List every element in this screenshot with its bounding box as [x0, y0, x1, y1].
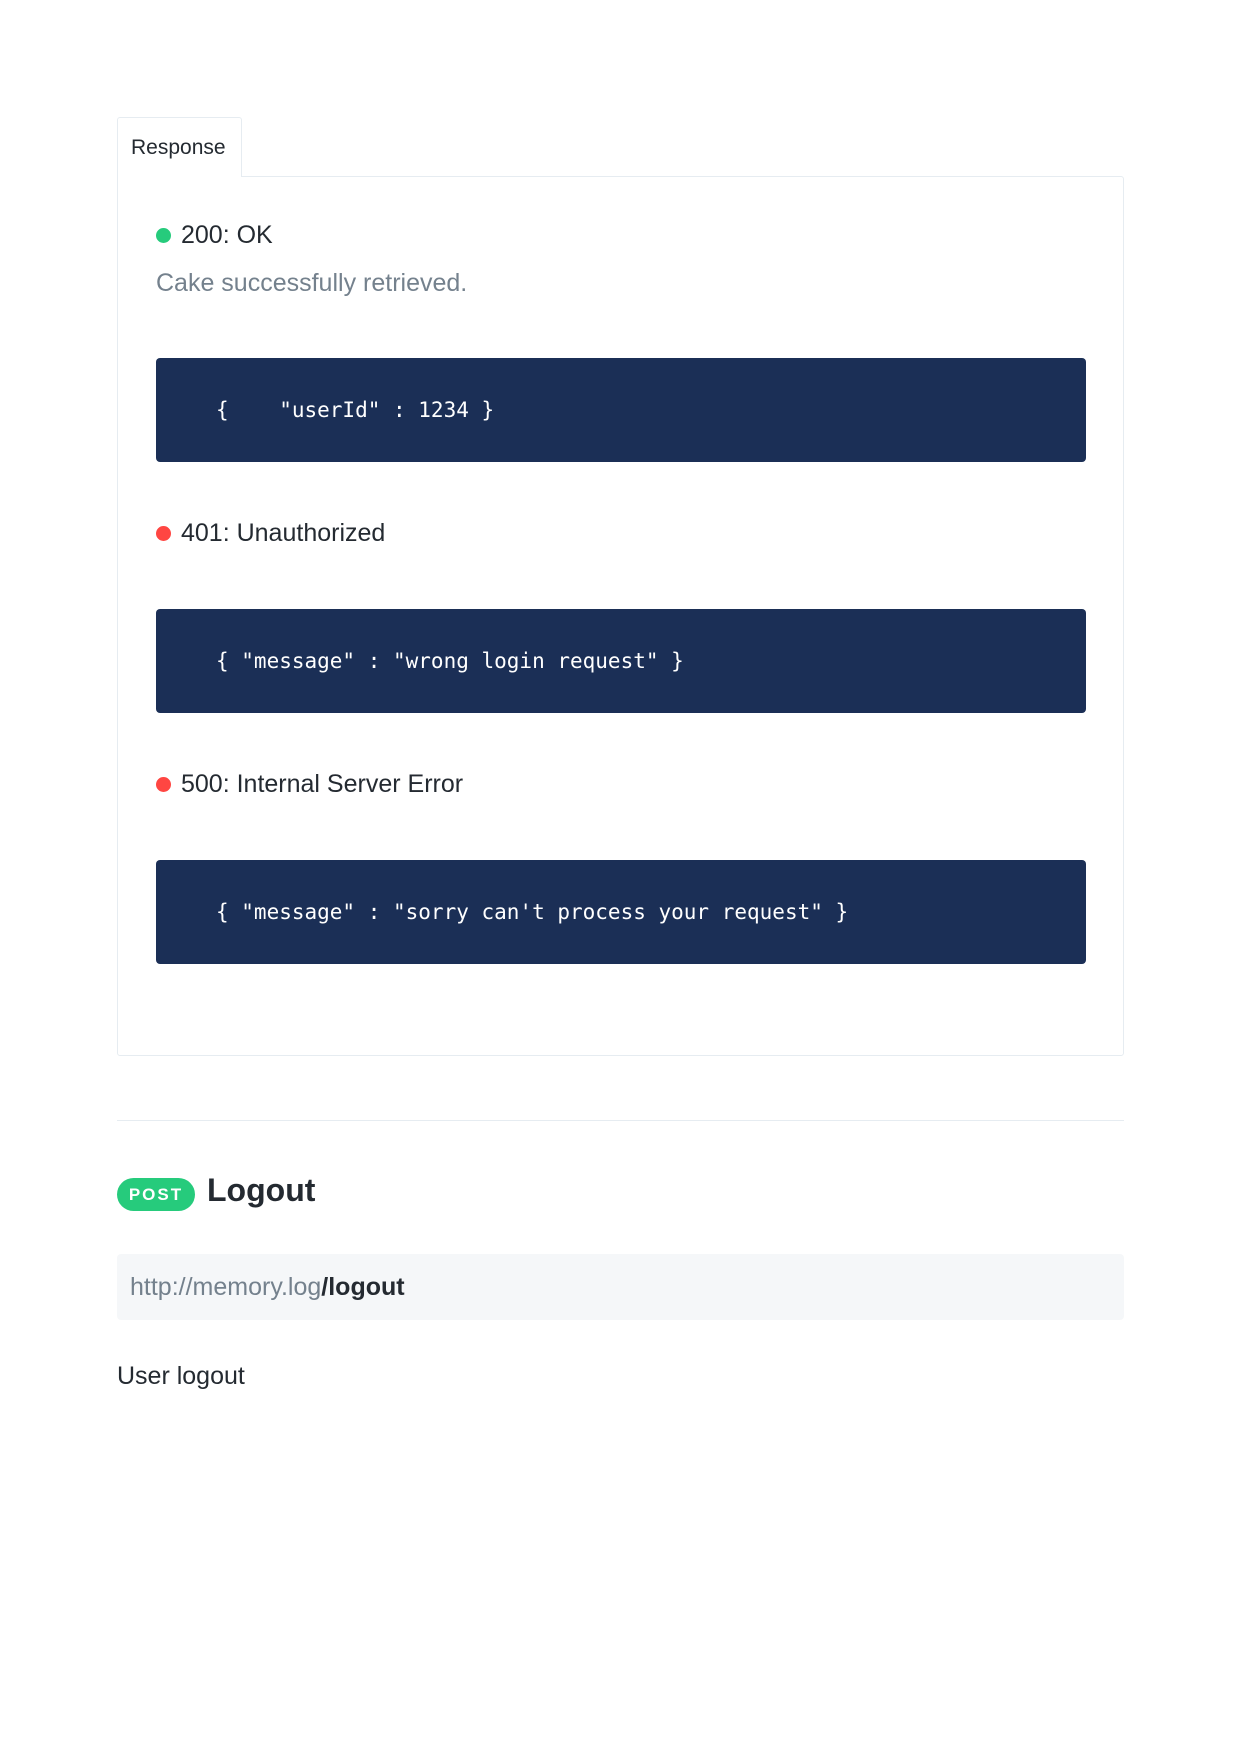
status-label: 401: Unauthorized	[181, 518, 386, 547]
status-label: 500: Internal Server Error	[181, 769, 464, 798]
status-dot-icon	[156, 228, 171, 243]
status-500	[156, 768, 463, 800]
tab-response[interactable]: Response	[117, 117, 242, 177]
code-block: { "message" : "sorry can't process your request" }	[156, 860, 1086, 964]
status-401	[156, 517, 385, 549]
status-label: 200: OK	[181, 220, 273, 249]
endpoint-description: User logout	[117, 1362, 245, 1390]
method-badge: POST	[117, 1178, 195, 1211]
endpoint-title: Logout	[207, 1172, 316, 1208]
url-base: http://memory.log	[130, 1272, 322, 1301]
code-block: { "userId" : 1234 }	[156, 358, 1086, 462]
status-dot-icon	[156, 526, 171, 541]
status-description: Cake successfully retrieved.	[156, 269, 468, 297]
response-panel	[117, 176, 1124, 1056]
code-block: { "message" : "wrong login request" }	[156, 609, 1086, 713]
status-200	[156, 219, 273, 251]
section-divider	[117, 1120, 1124, 1121]
status-dot-icon	[156, 777, 171, 792]
url-path: /logout	[321, 1272, 405, 1301]
endpoint-url	[117, 1254, 1124, 1320]
